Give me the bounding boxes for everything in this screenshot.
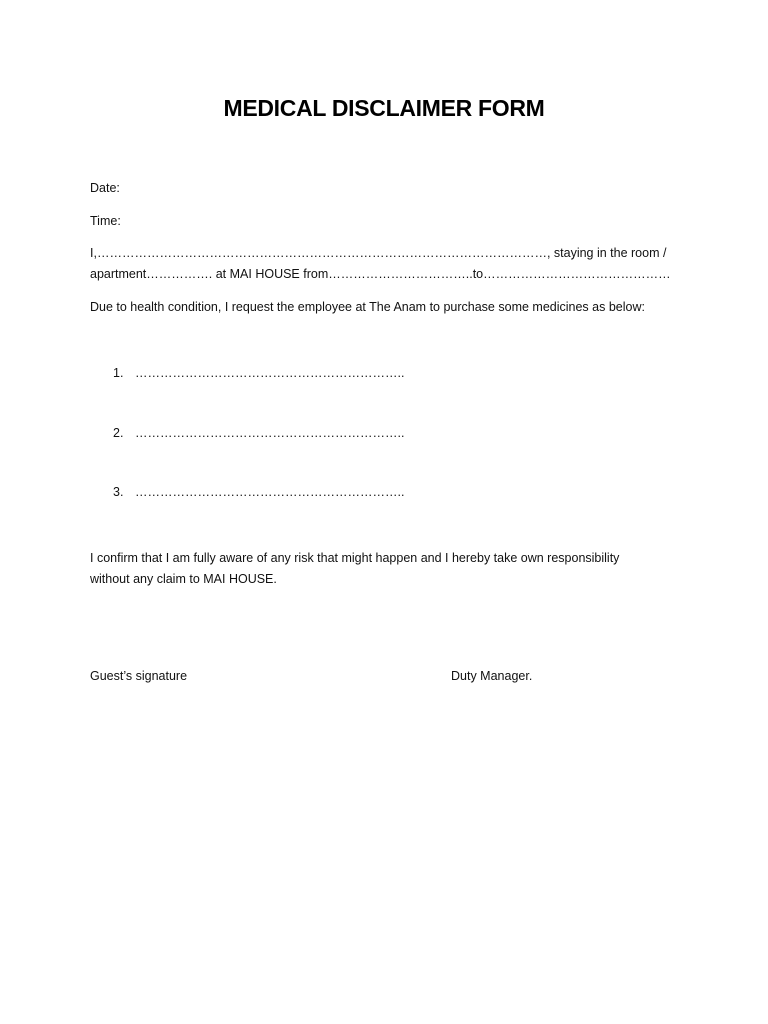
medicine-item-2 [113, 425, 404, 441]
medicine-item-3 [113, 484, 404, 500]
stay-details-line: apartment……………. at MAI HOUSE from……………………………..to……………………………………… [90, 267, 671, 281]
time-label: Time: [90, 214, 121, 228]
medicine-item-blank: ……………………………………………………….. [135, 485, 405, 499]
confirmation-line-1: I confirm that I am fully aware of any risk that might happen and I hereby take own responsibility [90, 551, 620, 565]
medicine-item-blank: ……………………………………………………….. [135, 426, 405, 440]
medicine-item-blank: ……………………………………………………….. [135, 366, 405, 380]
duty-manager-label: Duty Manager. [451, 669, 533, 683]
request-text: Due to health condition, I request the employee at The Anam to purchase some medicines as below: [90, 300, 645, 314]
date-label: Date: [90, 181, 120, 195]
medicine-item-number: 2. [113, 426, 124, 440]
guest-name-line: I,………………………………………………………………………………………………, staying in the room / [90, 246, 667, 260]
guest-signature-label: Guest’s signature [90, 669, 188, 683]
medicine-item-number: 3. [113, 485, 124, 499]
confirmation-line-2: without any claim to MAI HOUSE. [90, 572, 277, 586]
medicine-item-1 [113, 365, 404, 381]
medicine-item-number: 1. [113, 366, 124, 380]
form-title: MEDICAL DISCLAIMER FORM [223, 95, 545, 121]
